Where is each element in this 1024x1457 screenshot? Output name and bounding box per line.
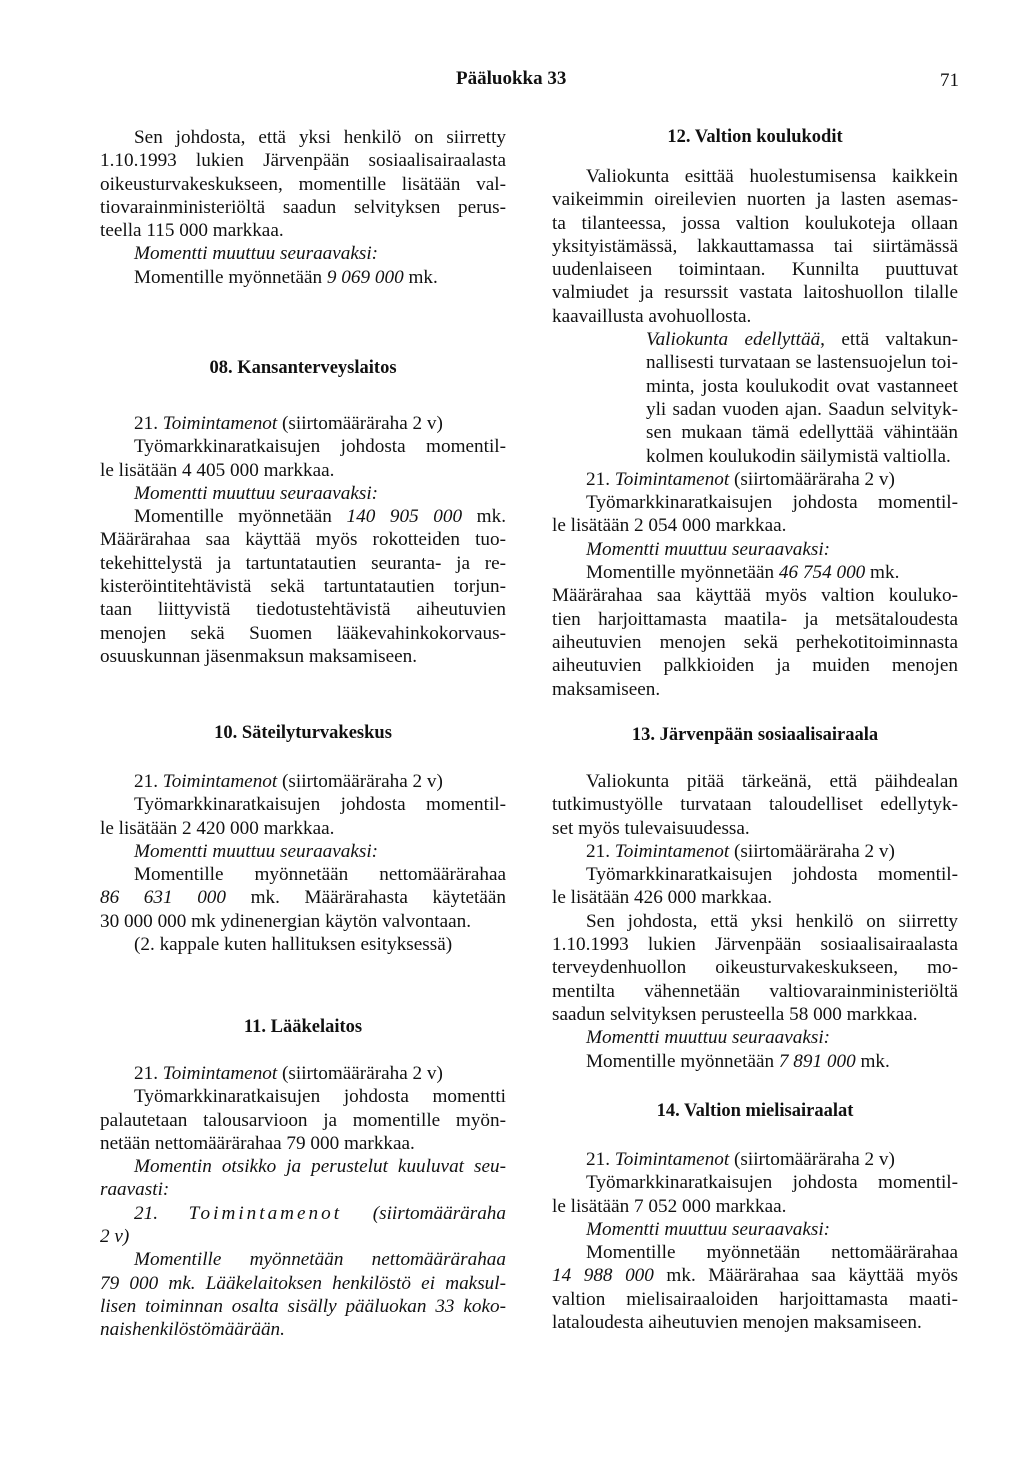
item-number: 21. bbox=[134, 413, 163, 434]
section-heading: 11. Lääkelaitos bbox=[243, 1017, 363, 1037]
item-title: Toimintamenot bbox=[614, 1149, 730, 1170]
grant-line bbox=[552, 1050, 958, 1073]
title-change-line: raavasti: bbox=[100, 1179, 170, 1201]
section-heading: 13. Järvenpään sosiaalisairaala bbox=[631, 725, 879, 745]
text-line: tekehittelystä ja tartuntatautien seuranta- ja re- bbox=[100, 552, 506, 574]
text-fragment: , että valtakun- bbox=[820, 329, 958, 351]
text-line: nallisesti turvataan se lastensuojelun toi- bbox=[646, 352, 958, 374]
grant-unit: mk. bbox=[462, 506, 506, 528]
text-line: Työmarkkinaratkaisujen johdosta momentil- bbox=[586, 492, 958, 514]
section-14-body bbox=[552, 1148, 958, 1334]
text-line: Työmarkkinaratkaisujen johdosta momentil- bbox=[586, 864, 958, 886]
item-number: 21. bbox=[134, 771, 163, 792]
text-line: 1.10.1993 lukien Järvenpään sosiaalisairaalasta bbox=[100, 150, 506, 172]
change-label: Momentti muuttuu seuraavaksi: bbox=[134, 243, 379, 265]
item-title: Toimintamenot bbox=[162, 413, 278, 434]
grant-text: Momentille myönnetään bbox=[586, 562, 779, 584]
text-line: Valiokunta esittää huolestumisensa kaikkein bbox=[586, 166, 958, 187]
text-line: palautetaan talousarvioon ja momentille myön- bbox=[100, 1109, 506, 1131]
section-11-body bbox=[100, 1062, 506, 1342]
change-label: Momentti muuttuu seuraavaksi: bbox=[134, 482, 379, 504]
section-heading: 14. Valtion mielisairaalat bbox=[656, 1101, 854, 1121]
section-14 bbox=[552, 1100, 958, 1123]
item-number: 21. bbox=[134, 1202, 189, 1224]
item-line bbox=[552, 468, 958, 491]
text-line: aiheutuvien menojen sekä perhekotitoiminnasta bbox=[552, 631, 958, 653]
text-line: le lisätään 2 054 000 markkaa. bbox=[552, 515, 787, 537]
text-line: vaikeimmin oireilevien nuorten ja lasten asemas- bbox=[552, 189, 958, 211]
grant-text: Momentille myönnetään bbox=[134, 506, 347, 528]
item-title: Toimintamenot bbox=[188, 1202, 343, 1224]
grant-text: Momentille myönnetään bbox=[586, 1050, 779, 1072]
text-line: mentilta vähennetään valtiovarainministeriöltä bbox=[552, 980, 958, 1002]
text-line: Määrärahaa saa käyttää myös rokotteiden tuo- bbox=[100, 529, 506, 551]
section-11 bbox=[100, 1016, 506, 1039]
text-line: Työmarkkinaratkaisujen johdosta momentil- bbox=[134, 794, 506, 816]
text-line: Sen johdosta, että yksi henkilö on siirretty bbox=[586, 910, 958, 932]
grant-amount-line bbox=[552, 1264, 958, 1287]
text-line: terveydenhuollon oikeusturvakeskukseen, mo- bbox=[552, 957, 958, 979]
text-line: le lisätään 4 405 000 markkaa. bbox=[100, 459, 335, 481]
text-line: sen mukaan tämä edellyttää vähintään bbox=[646, 422, 958, 444]
inset-paragraph bbox=[552, 328, 958, 468]
text-line: aiheutuvien palkkioiden ja muiden menojen bbox=[552, 655, 958, 677]
grant-amount-line bbox=[100, 886, 506, 909]
note-line: (2. kappale kuten hallituksen esityksessä) bbox=[134, 934, 453, 956]
text-line: osuuskunnan jäsenmaksun maksamiseen. bbox=[100, 645, 418, 667]
text-line: set myös tulevaisuudessa. bbox=[552, 817, 750, 839]
section-12 bbox=[552, 126, 958, 149]
text-line bbox=[646, 328, 958, 351]
running-title: Pääluokka 33 bbox=[456, 68, 567, 89]
text-line: 79 000 mk. Lääkelaitoksen henkilöstö ei maksul- bbox=[100, 1272, 506, 1294]
item-title: Toimintamenot bbox=[162, 771, 278, 792]
text-line: menojen sekä Suomen lääkevahinkokorvaus- bbox=[100, 622, 506, 644]
grant-amount: 7 891 000 bbox=[778, 1050, 856, 1072]
item-title: Toimintamenot bbox=[162, 1063, 278, 1084]
section-08-body bbox=[100, 412, 506, 668]
text-line: tien harjoittamasta maatila- ja metsätaloudesta bbox=[552, 608, 958, 630]
item-type: (siirtomääräraha 2 v) bbox=[277, 1063, 443, 1084]
item-line bbox=[100, 412, 506, 435]
change-label: Momentti muuttuu seuraavaksi: bbox=[586, 538, 831, 560]
text-line: netään nettomäärärahaa 79 000 markkaa. bbox=[100, 1132, 415, 1154]
grant-line bbox=[100, 266, 506, 289]
text-line: oikeusturvakeskukseen, momentille lisätään val- bbox=[100, 173, 506, 195]
text-line: valtion mielisairaaloiden harjoittamasta maati- bbox=[552, 1288, 958, 1310]
change-label: Momentti muuttuu seuraavaksi: bbox=[586, 1027, 831, 1049]
item-title: Toimintamenot bbox=[614, 468, 730, 490]
grant-line: Momentille myönnetään nettomäärärahaa bbox=[134, 864, 506, 886]
grant-line bbox=[552, 561, 958, 584]
grant-unit: mk. bbox=[403, 266, 438, 288]
text-line: maksamiseen. bbox=[552, 678, 661, 700]
text-line: le lisätään 7 052 000 markkaa. bbox=[552, 1195, 787, 1217]
left-column-top bbox=[100, 126, 506, 289]
page-number: 71 bbox=[940, 70, 959, 91]
grant-amount: 9 069 000 bbox=[326, 266, 404, 288]
item-line bbox=[552, 840, 958, 863]
item-title: Toimintamenot bbox=[614, 840, 730, 862]
grant-amount: 46 754 000 bbox=[778, 562, 866, 584]
text-line: naishenkilöstömäärään. bbox=[100, 1319, 285, 1341]
text-line: 30 000 000 mk ydinenergian käytön valvontaan. bbox=[100, 910, 472, 932]
item-number: 21. bbox=[134, 1063, 163, 1084]
item-type: (siirtomääräraha 2 v) bbox=[729, 840, 895, 862]
item-type: (siirtomääräraha 2 v) bbox=[277, 413, 443, 434]
text-line: Työmarkkinaratkaisujen johdosta momentti bbox=[134, 1086, 506, 1108]
section-08 bbox=[100, 357, 506, 380]
text-line: minta, josta koulukodit ovat vastanneet bbox=[646, 375, 958, 397]
emphasis-lead: Valiokunta edellyttää bbox=[646, 329, 821, 351]
page-header bbox=[0, 58, 1024, 98]
text-line: Valiokunta pitää tärkeänä, että päihdealan bbox=[586, 771, 958, 792]
change-label: Momentti muuttuu seuraavaksi: bbox=[586, 1218, 831, 1240]
grant-rest: mk. Määrärahaa saa käyttää myös bbox=[653, 1265, 959, 1287]
item-line bbox=[552, 1148, 958, 1171]
item-type: (siirtomääräraha 2 v) bbox=[729, 468, 895, 490]
text-line: le lisätään 426 000 markkaa. bbox=[552, 887, 773, 909]
item-number: 21. bbox=[586, 840, 615, 862]
text-line: kolmen koulukodin säilymistä valtiolla. bbox=[646, 445, 951, 467]
text-line: le lisätään 2 420 000 markkaa. bbox=[100, 817, 335, 839]
item-type: (siirtomääräraha 2 v) bbox=[277, 771, 443, 792]
text-line: uudenlaiseen toimintaan. Kunnilta puuttuvat bbox=[552, 259, 958, 281]
grant-rest: mk. Määrärahasta käytetään bbox=[226, 887, 507, 909]
new-item-line bbox=[100, 1202, 506, 1225]
text-line: Sen johdosta, että yksi henkilö on siirretty bbox=[134, 127, 506, 148]
text-line: tutkimustyölle turvataan taloudelliset edellytyk- bbox=[552, 794, 958, 816]
title-change-line: Momentin otsikko ja perustelut kuuluvat seu- bbox=[134, 1156, 506, 1178]
section-heading: 08. Kansanterveyslaitos bbox=[209, 358, 397, 378]
section-heading: 12. Valtion koulukodit bbox=[667, 127, 843, 147]
text-line: yksityistämässä, lakkauttamassa tai siirtämässä bbox=[552, 235, 958, 257]
text-line: tiovarainministeriöltä saadun selvityksen perus- bbox=[100, 196, 506, 218]
new-item-type-line: 2 v) bbox=[100, 1226, 130, 1248]
grant-line bbox=[100, 505, 506, 528]
item-number: 21. bbox=[586, 1149, 615, 1170]
item-line bbox=[100, 770, 506, 793]
item-number: 21. bbox=[586, 468, 615, 490]
item-type: (siirtomääräraha 2 v) bbox=[729, 1149, 895, 1170]
item-line bbox=[100, 1062, 506, 1085]
item-type: (siirtomääräraha bbox=[342, 1202, 506, 1224]
text-line: kaavaillusta avohuollosta. bbox=[552, 305, 752, 327]
section-10-body bbox=[100, 770, 506, 956]
section-10 bbox=[100, 722, 506, 745]
text-line: ta tilanteessa, jossa valtion koulukoteja ollaan bbox=[552, 212, 958, 234]
grant-amount: 140 905 000 bbox=[346, 506, 463, 528]
change-label: Momentti muuttuu seuraavaksi: bbox=[134, 840, 379, 862]
text-line: teella 115 000 markkaa. bbox=[100, 220, 284, 242]
text-line: valmiudet ja resurssit vastata laitoshuollon tilalle bbox=[552, 282, 958, 304]
text-line: Työmarkkinaratkaisujen johdosta momentil- bbox=[134, 436, 506, 458]
text-line: lisen toiminnan osalta sisälly pääluokan 33 koko- bbox=[100, 1295, 506, 1317]
text-line: 1.10.1993 lukien Järvenpään sosiaalisairaalasta bbox=[552, 934, 958, 956]
section-heading: 10. Säteilyturvakeskus bbox=[214, 723, 392, 743]
section-12-body bbox=[552, 165, 958, 701]
text-line: Työmarkkinaratkaisujen johdosta momentil- bbox=[586, 1172, 958, 1194]
grant-unit: mk. bbox=[855, 1050, 890, 1072]
grant-unit: mk. bbox=[865, 562, 900, 584]
text-line: Momentille myönnetään nettomäärärahaa bbox=[134, 1249, 506, 1271]
section-13 bbox=[552, 724, 958, 747]
text-line: yli sadan vuoden ajan. Saadun selvityk- bbox=[646, 398, 958, 420]
section-13-body bbox=[552, 770, 958, 1073]
text-line: taan liittyvistä tiedotustehtävistä aiheutuvien bbox=[100, 599, 506, 621]
text-line: saadun selvityksen perusteella 58 000 markkaa. bbox=[552, 1003, 918, 1025]
text-line: lataloudesta aiheutuvien menojen maksamiseen. bbox=[552, 1312, 922, 1334]
grant-amount: 14 988 000 bbox=[552, 1265, 654, 1287]
text-line: Määrärahaa saa käyttää myös valtion kouluko- bbox=[552, 585, 958, 607]
grant-line: Momentille myönnetään nettomäärärahaa bbox=[586, 1242, 958, 1264]
grant-amount: 86 631 000 bbox=[100, 887, 226, 909]
grant-text: Momentille myönnetään bbox=[134, 266, 327, 288]
text-line: kisteröintitehtävistä sekä tartuntatautien torjun- bbox=[100, 576, 506, 598]
